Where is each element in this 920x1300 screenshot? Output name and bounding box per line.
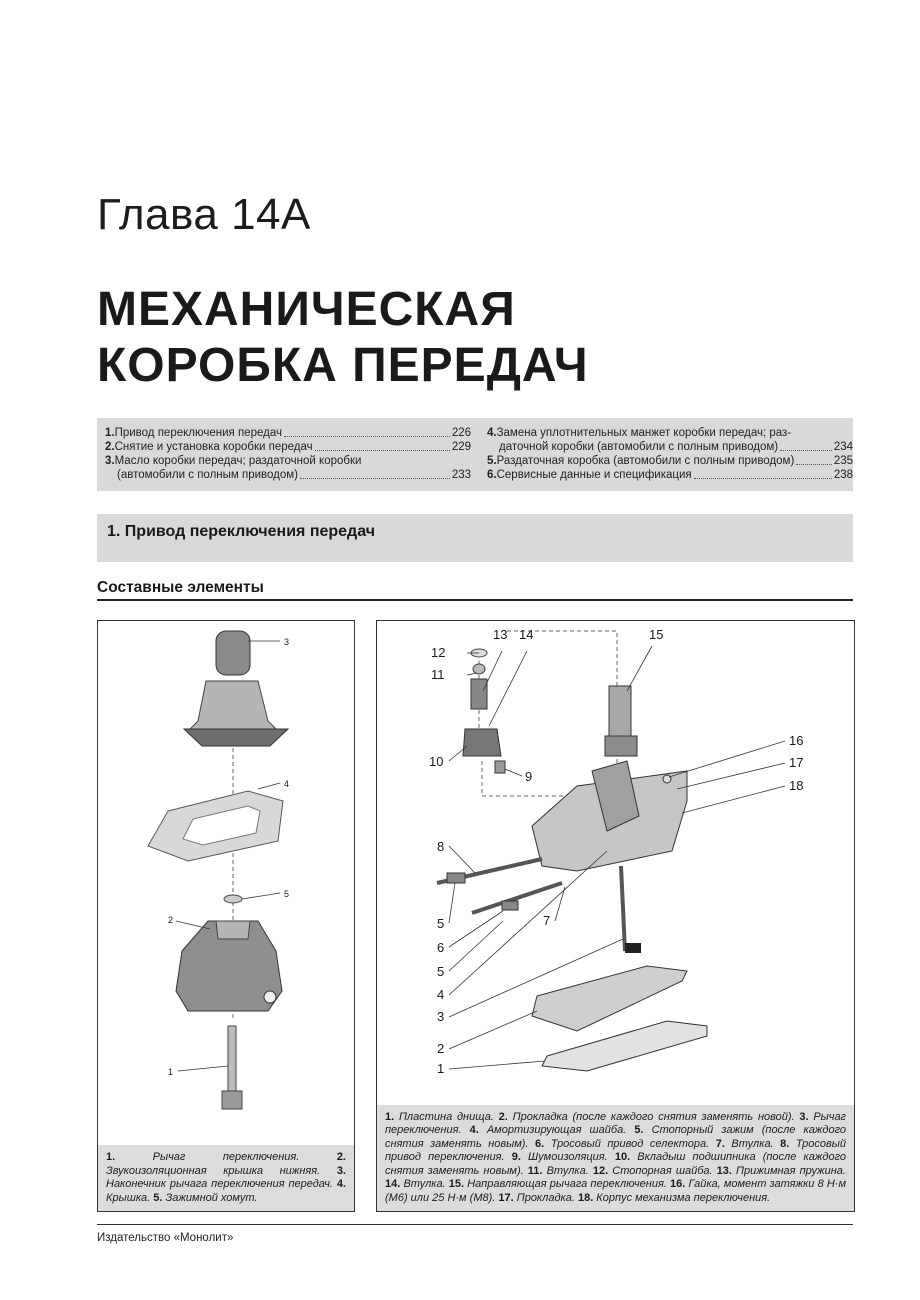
toc-item-continued[interactable]: (автомобили с полным приводом) 233 (117, 469, 471, 481)
toc-item-continued[interactable]: даточной коробки (автомобили с полным приводом) 234 (499, 441, 853, 453)
callout-left-3: 3 (284, 637, 290, 647)
toc-item[interactable]: 4.Замена уплотнительных манжет коробки передач; раз- (487, 427, 792, 439)
subsection-title: Составные элементы (97, 579, 264, 596)
callout-right-1: 1 (437, 1061, 445, 1076)
callout-right-11: 11 (431, 667, 445, 682)
callout-right-18: 18 (789, 778, 804, 793)
callout-right-4: 4 (437, 987, 445, 1002)
right-figure-caption: 1. Пластина днища. 2. Прокладка (после каждого снятия заменять новой). 3. Рычаг переключения. 4. Амортизирующая шайба. 5. Стопорный зажим (после каждого снятия заменять новым). 6. Тросовый привод селектора. 7. Втулка. 8. Тросовый привод переключения. 9. Шумоизоляция. 10. Вкладыш подшипника (после каждого снятия заменять новым). 11. Втулка. 12. Стопорная шайба. 13. Прижимная пружина. 14. Втулка. 15. Направляющая рычага переключения. 16. Гайка, момент затяжки 8 Н·м (М6) или 25 Н·м (М8). 17. Прокладка. 18. Корпус механизма переключения. (377, 1105, 854, 1212)
callout-right-5b: 5 (437, 964, 445, 979)
lever-drawing (222, 1026, 242, 1109)
cover-drawing (148, 791, 283, 861)
callout-left-1: 1 (168, 1067, 174, 1077)
lower-boot-drawing (176, 921, 282, 1011)
chapter-title (97, 282, 589, 394)
callout-right-15: 15 (649, 627, 664, 642)
section-title: 1. Привод переключения передач (107, 523, 375, 540)
toc-item[interactable]: 2.Снятие и установка коробки передач 229 (105, 441, 471, 453)
callout-right-7: 7 (543, 913, 551, 928)
callout-right-17: 17 (789, 755, 804, 770)
callout-right-6: 6 (437, 940, 445, 955)
toc-column-right (487, 426, 853, 482)
shift-knob-drawing (184, 631, 288, 746)
callout-right-8: 8 (437, 839, 445, 854)
left-figure-panel (97, 620, 355, 1212)
right-figure-panel (376, 620, 855, 1212)
callout-right-10: 10 (429, 754, 444, 769)
toc-item[interactable]: 5.Раздаточная коробка (автомобили с полным приводом) 235 (487, 455, 853, 467)
chapter-label: Глава 14А (97, 190, 311, 239)
callout-right-3: 3 (437, 1009, 445, 1024)
callout-right-5a: 5 (437, 916, 445, 931)
callout-right-12: 12 (431, 645, 446, 660)
gear-lever-exploded-diagram (98, 621, 354, 1121)
shift-mechanism-exploded-diagram (377, 621, 854, 1076)
callout-left-4: 4 (284, 779, 290, 789)
publisher-footer: Издательство «Монолит» (97, 1232, 234, 1244)
callout-right-2: 2 (437, 1041, 445, 1056)
chapter-title-line-1: МЕХАНИЧЕСКАЯ (97, 283, 516, 336)
toc-item[interactable]: 1.Привод переключения передач 226 (105, 427, 471, 439)
callout-right-16: 16 (789, 733, 804, 748)
footer-rule (97, 1224, 853, 1225)
callout-right-9: 9 (525, 769, 533, 784)
section-header (97, 514, 853, 562)
toc-column-left (105, 426, 471, 482)
callout-right-14: 14 (519, 627, 534, 642)
callout-right-13: 13 (493, 627, 508, 642)
callout-left-5: 5 (284, 889, 290, 899)
subsection-rule (97, 599, 853, 601)
top-band (0, 0, 920, 140)
callout-left-2: 2 (168, 915, 174, 925)
toc-item[interactable]: 3.Масло коробки передач; раздаточной коробки (105, 455, 362, 467)
table-of-contents (97, 418, 853, 491)
toc-item[interactable]: 6.Сервисные данные и спецификация 238 (487, 469, 853, 481)
chapter-title-line-2: КОРОБКА ПЕРЕДАЧ (97, 339, 589, 392)
left-figure-caption: 1. Рычаг переключения. 2. Звукоизоляционная крышка нижняя. 3. Наконечник рычага переключения передач. 4. Крышка. 5. Зажимной хомут. (98, 1145, 354, 1211)
